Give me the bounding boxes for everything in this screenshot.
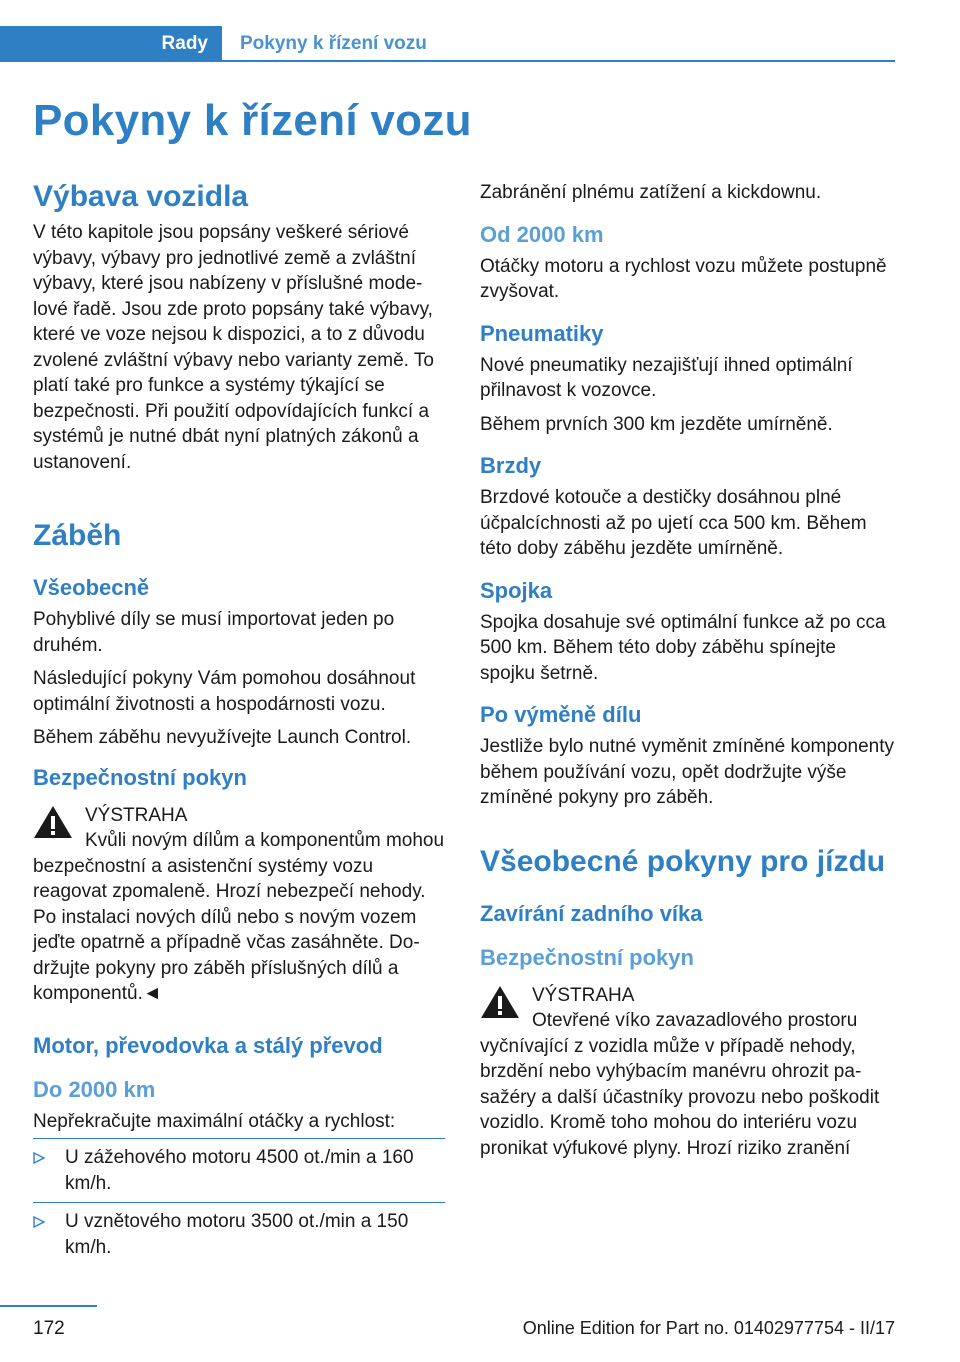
warning-triangle-icon (33, 805, 73, 839)
warning-triangle-icon (480, 985, 520, 1019)
subsection-title-brzdy: Brzdy (480, 453, 542, 478)
vymena-paragraph: Jestliže bylo nutné vyměnit zmíněné komponenty během používání vozu, opět dodržujte výše zmíněné pokyny pro záběh. (480, 736, 894, 808)
section-title-jizda: Všeobecné pokyny pro jízdu (480, 844, 886, 878)
speed-limit-list (33, 1138, 445, 1266)
subsubsection-title-bezpecnost: Bezpečnostní pokyn (480, 944, 694, 970)
kickdown-paragraph: Zabránění plnému zatížení a kickdownu. (480, 182, 822, 203)
page-header (0, 26, 895, 62)
list-item (33, 1138, 445, 1202)
triangle-bullet-icon (33, 1152, 45, 1164)
right-column (480, 180, 895, 1169)
warning-text: Otevřené víko zavazadlového prostoru vyčnívající z vozidla může v případě nehody, brzdění nebo vyhýbacím manévru ohrozit pasažéry a další účastníky provozu nebo poškodit vozidlo. Kromě toho mohou do interiéru vozu pronikat výfukové plyny. Hrozí riziko zranění (480, 1010, 880, 1159)
list-item (33, 1202, 445, 1266)
chapter-tab[interactable]: Rady (0, 26, 222, 62)
subsection-title-spojka: Spojka (480, 577, 553, 603)
subsection-title-motor: Motor, převodovka a stálý převod (33, 1032, 383, 1058)
do2000-paragraph: Nepřekračujte maximální otáčky a rychlost: (33, 1110, 396, 1132)
vseobecne-paragraph-2: Následující pokyny Vám pomohou dosáhnout optimální životnosti a hospodárnosti vozu. (33, 668, 416, 715)
page-number: 172 (33, 1318, 65, 1339)
triangle-bullet-icon (33, 1216, 45, 1228)
vseobecne-paragraph-1: Pohyblivé díly se musí importovat jeden po druhém. (33, 609, 395, 656)
list-item-text: U vznětového motoru 3500 ot./min a 150 km/h. (65, 1211, 409, 1258)
edition-note: Online Edition for Part no. 01402977754 - II/17 (522, 1318, 895, 1338)
warning-block (33, 803, 445, 1007)
pneumatiky-paragraph-1: Nové pneumatiky nezajišťují ihned optimální přilnavost k vozovce. (480, 354, 853, 401)
list-item-text: U zážehového motoru 4500 ot./min a 160 km/h. (65, 1147, 414, 1194)
subsection-title-vymena: Po výměně dílu (480, 702, 642, 727)
subsubsection-title-od2000: Od 2000 km (480, 221, 604, 247)
warning-block (480, 983, 895, 1162)
breadcrumb[interactable]: Pokyny k řízení vozu (240, 33, 427, 54)
spojka-paragraph: Spojka dosahuje své optimální funkce až po cca 500 km. Během této doby záběhu spínejte spojku šetrně. (480, 611, 886, 684)
warning-heading: VÝSTRAHA (85, 804, 188, 826)
subsection-title-vseobecne: Všeobecně (33, 575, 150, 600)
od2000-paragraph: Otáčky motoru a rychlost vozu můžete postupně zvyšovat. (480, 255, 887, 302)
header-divider (222, 60, 895, 62)
vseobecne-paragraph-3: Během záběhu nevyužívejte Launch Control. (33, 727, 412, 748)
warning-heading: VÝSTRAHA (532, 984, 635, 1006)
warning-text: Kvůli novým dílům a komponentům mohou bezpečnostní a asistenční systémy vozu reagovat zpomaleně. Hrozí nebezpečí nehody. Po instalaci nových dílů nebo s novým vozem jeďte opatrně a případně včas zasáhněte. Dodržujte pokyny pro záběh příslušných dílů a komponentů.◄ (33, 830, 445, 1004)
subsection-title-viko: Zavírání zadního víka (480, 900, 703, 926)
brzdy-paragraph: Brzdové kotouče a destičky dosáhnou plné účpalcíchnosti až po ujetí cca 500 km. Během této doby záběhu jezděte umírněně. (480, 487, 867, 559)
left-column (33, 180, 445, 1266)
vybava-paragraph: V této kapitole jsou popsány veškeré sériové výbavy, výbavy pro jednotlivé země a zvláštní výbavy, které jsou nabízeny v příslušné modelové řadě. Jsou zde proto popsány také výbavy, které ve voze nejsou k dispozici, a to z důvodu zvolené zvláštní výbavy nebo varianty země. To platí také pro funkce a systémy týkající se bezpečnosti. Při použití odpovídajících funkcí a systémů je nutné dbát nyní platných zákonů a ustanovení. (33, 222, 434, 473)
pneumatiky-paragraph-2: Během prvních 300 km jezděte umírněně. (480, 413, 833, 435)
section-title-zabeh: Záběh (33, 519, 122, 552)
section-title-vybava: Výbava vozidla (33, 180, 249, 213)
subsubsection-title-do2000: Do 2000 km (33, 1076, 156, 1102)
subsection-title-bezpecnost: Bezpečnostní pokyn (33, 764, 247, 790)
page-title: Pokyny k řízení vozu (33, 96, 472, 145)
subsection-title-pneumatiky: Pneumatiky (480, 320, 604, 346)
footer-divider (0, 1305, 97, 1307)
